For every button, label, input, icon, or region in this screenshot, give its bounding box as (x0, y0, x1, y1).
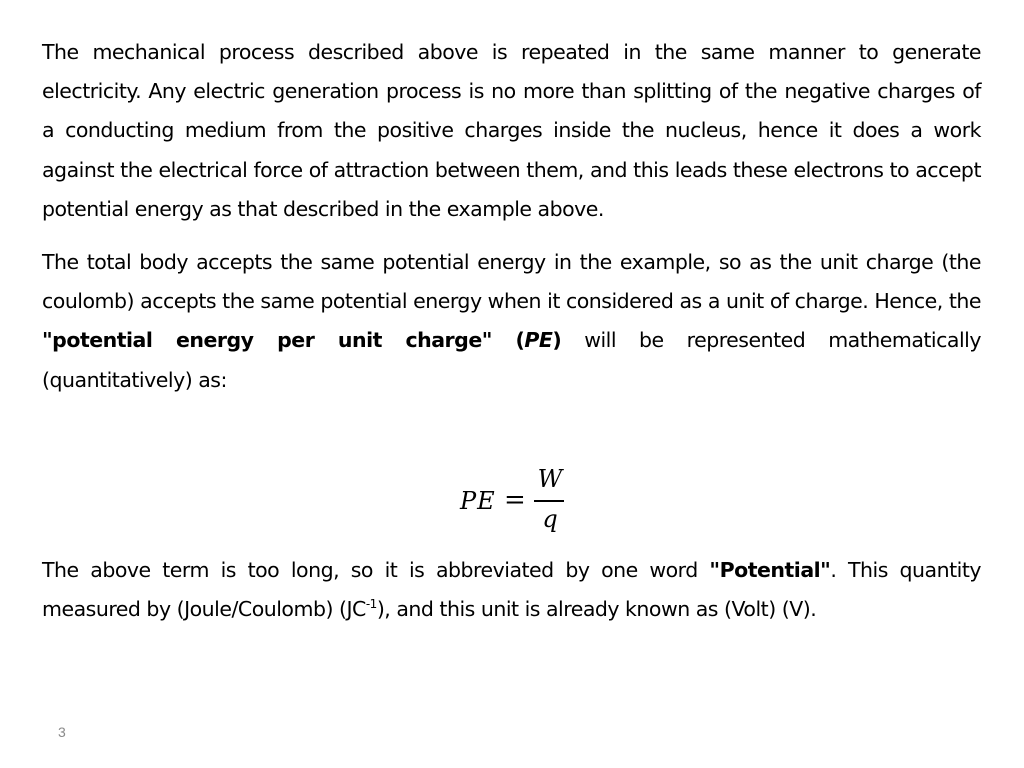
paragraph-2 (42, 243, 981, 400)
slide-body (42, 33, 981, 400)
formula-equals: = (504, 485, 526, 515)
unit-superscript: -1 (365, 597, 377, 612)
paragraph-3 (42, 551, 981, 629)
bold-close: ) (552, 328, 562, 353)
bold-term (42, 328, 561, 352)
paragraph-1: The mechanical process described above is repeated in the same manner to generate electricity. Any electric generation process is no more than splitting of the negative charges of a conducting medium from the positive charges inside the nucleus, hence it does a work against the electrical force of attraction between them, and this leads these electrons to accept potential energy as that described in the example above. (42, 40, 981, 221)
paragraph-3-text-middle: . This quantity measured by (Joule/Coulomb) (JC (42, 558, 982, 622)
formula-lhs: PE (460, 487, 496, 515)
formula-denominator: q (542, 505, 558, 533)
page-number: 3 (58, 724, 66, 740)
paragraph-2-text-before: The total body accepts the same potential energy in the example, so as the unit charge (the coulomb) accepts the same potential energy when it considered as a unit of charge. Hence, the (42, 250, 981, 314)
fraction-bar (534, 500, 564, 502)
paragraph-3-container (42, 551, 981, 629)
potential-formula (460, 464, 580, 540)
formula-numerator: W (537, 465, 563, 493)
bold-term-label: "potential energy per unit charge" ( (42, 328, 525, 353)
bold-symbol: PE (524, 328, 553, 353)
paragraph-3-text-after: ), and this unit is already known as (Volt) (V). (376, 597, 817, 622)
paragraph-3-text-before: The above term is too long, so it is abbreviated by one word (42, 558, 710, 582)
paragraph-2-text-after: will be represented mathematically (quantitatively) as: (42, 328, 981, 392)
bold-word: "Potential" (709, 558, 831, 582)
